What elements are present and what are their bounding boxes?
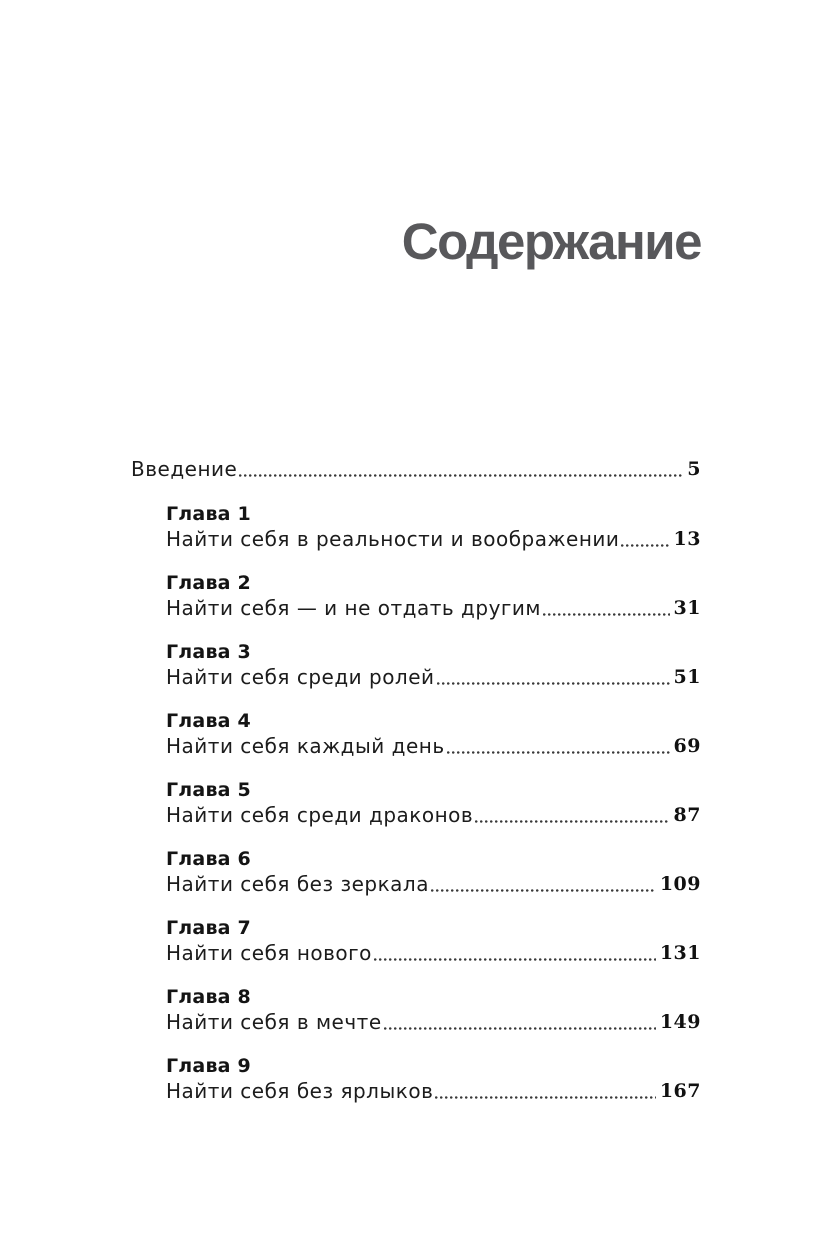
chapter-heading: Глава 5 — [166, 779, 251, 801]
chapter-line — [166, 665, 701, 690]
chapter-title: Найти себя нового — [166, 941, 372, 965]
chapter-heading: Глава 3 — [166, 641, 251, 663]
toc-entry-chapter — [166, 709, 701, 759]
chapter-title: Найти себя в мечте — [166, 1010, 382, 1034]
chapter-line — [166, 1010, 701, 1035]
chapter-page-number: 131 — [659, 942, 701, 964]
chapter-page-number: 87 — [673, 804, 701, 826]
toc-entry-chapter — [166, 502, 701, 552]
chapter-heading: Глава 8 — [166, 986, 251, 1008]
page-content — [131, 0, 701, 1123]
chapter-heading: Глава 4 — [166, 710, 251, 732]
chapter-page-number: 51 — [673, 666, 701, 688]
chapter-page-number: 31 — [673, 597, 701, 619]
chapter-page-number: 109 — [659, 873, 701, 895]
chapter-page-number: 13 — [673, 528, 701, 550]
chapter-page-number: 69 — [673, 735, 701, 757]
chapter-heading: Глава 7 — [166, 917, 251, 939]
chapter-heading: Глава 9 — [166, 1055, 251, 1077]
chapter-title: Найти себя в реальности и воображении — [166, 527, 620, 551]
chapter-line — [166, 596, 701, 621]
chapter-line — [166, 872, 701, 897]
introduction-label: Введение — [131, 457, 238, 481]
chapter-title: Найти себя без ярлыков — [166, 1079, 434, 1103]
chapter-page-number: 167 — [659, 1080, 701, 1102]
toc-entry-introduction — [131, 457, 701, 482]
page-title: Содержание — [401, 213, 701, 270]
chapter-list — [131, 502, 701, 1104]
chapter-title: Найти себя каждый день — [166, 734, 445, 758]
chapter-line — [166, 1079, 701, 1104]
chapter-page-number: 149 — [659, 1011, 701, 1033]
toc-entry-chapter — [166, 778, 701, 828]
chapter-title: Найти себя — и не отдать другим — [166, 596, 541, 620]
chapter-line — [166, 734, 701, 759]
chapter-title: Найти себя среди драконов — [166, 803, 474, 827]
chapter-heading: Глава 2 — [166, 572, 251, 594]
toc-entry-chapter — [166, 571, 701, 621]
chapter-heading: Глава 6 — [166, 848, 251, 870]
toc-entry-chapter — [166, 847, 701, 897]
chapter-line — [166, 941, 701, 966]
toc-entry-chapter — [166, 1054, 701, 1104]
chapter-title: Найти себя без зеркала — [166, 872, 429, 896]
introduction-page-number: 5 — [687, 458, 701, 480]
toc-entry-chapter — [166, 916, 701, 966]
table-of-contents — [131, 457, 701, 1104]
chapter-heading: Глава 1 — [166, 503, 251, 525]
chapter-line — [166, 527, 701, 552]
chapter-title: Найти себя среди ролей — [166, 665, 435, 689]
toc-entry-chapter — [166, 985, 701, 1035]
toc-entry-chapter — [166, 640, 701, 690]
chapter-line — [166, 803, 701, 828]
